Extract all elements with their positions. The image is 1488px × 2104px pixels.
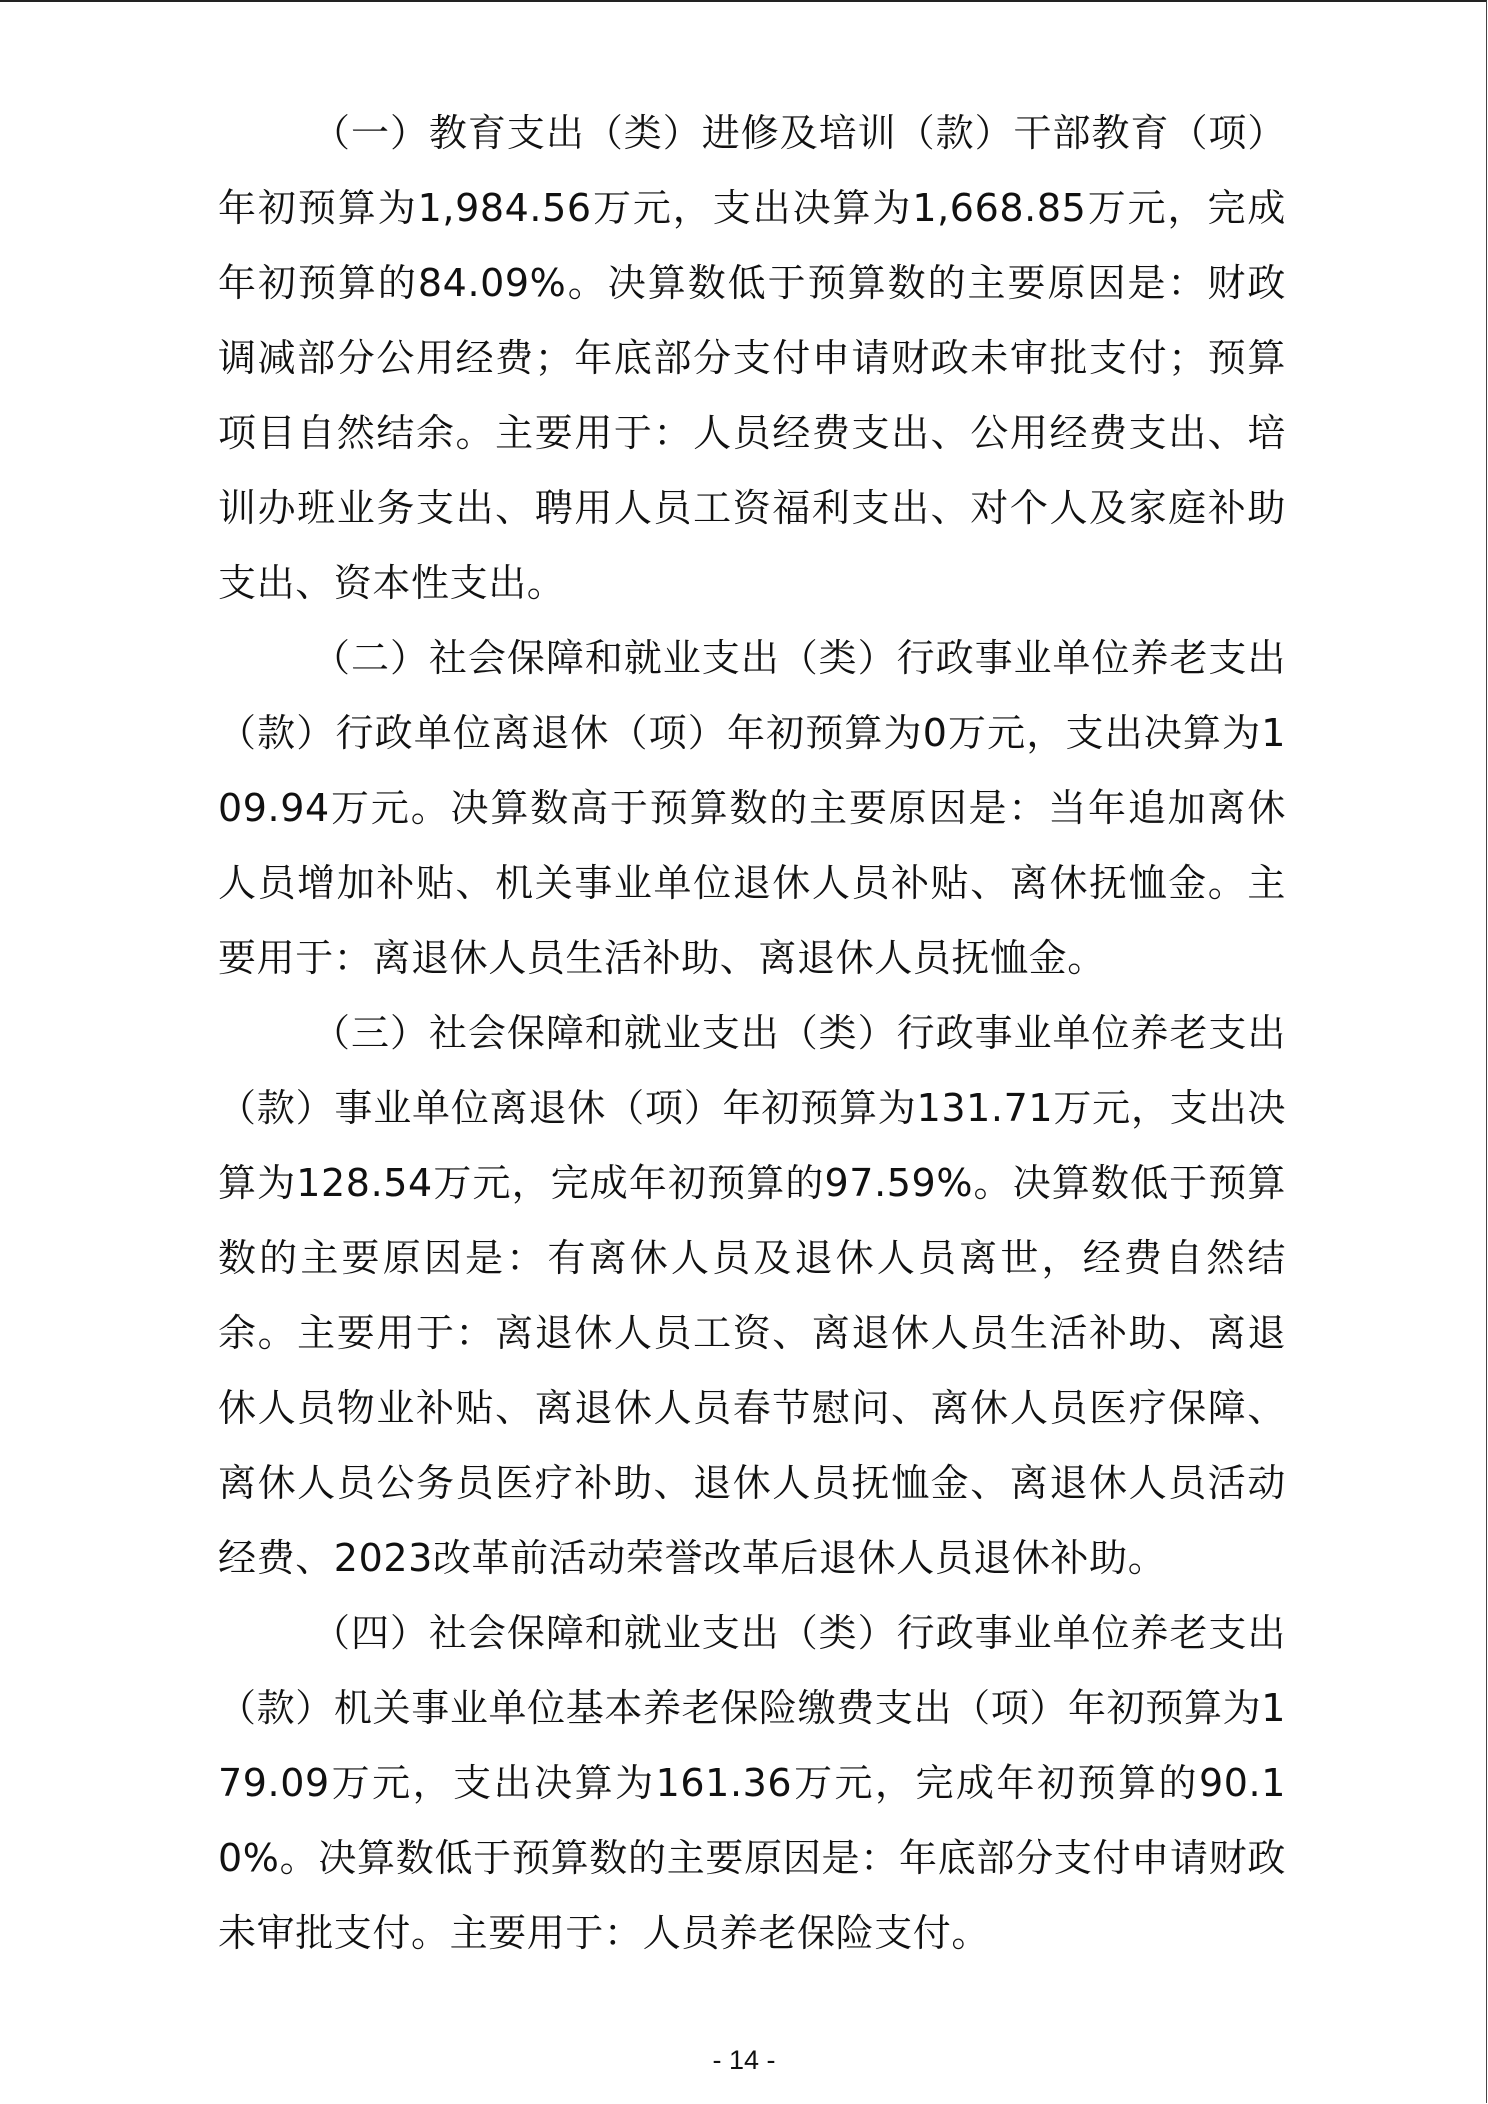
- page-number: - 14 -: [712, 2045, 776, 2075]
- paragraph-education-expenditure: （一）教育支出（类）进修及培训（款）干部教育（项）年初预算为1,984.56万元，支出决算为1,668.85万元，完成年初预算的84.09%。决算数低于预算数的主要原因是：财政调减部分公用经费；年底部分支付申请财政未审批支付；预算项目自然结余。主要用于：人员经费支出、公用经费支出、培训办班业务支出、聘用人员工资福利支出、对个人及家庭补助支出、资本性支出。: [218, 111, 1286, 605]
- paragraph-institution-retirement: （三）社会保障和就业支出（类）行政事业单位养老支出（款）事业单位离退休（项）年初预算为131.71万元，支出决算为128.54万元，完成年初预算的97.59%。决算数低于预算数的主要原因是：有离休人员及退休人员离世，经费自然结余。主要用于：离退休人员工资、离退休人员生活补助、离退休人员物业补贴、离退休人员春节慰问、离休人员医疗保障、离休人员公务员医疗补助、退休人员抚恤金、离退休人员活动经费、2023改革前活动荣誉改革后退休人员退休补助。: [218, 1011, 1286, 1580]
- document-body: [218, 96, 1286, 1971]
- paragraph-admin-retirement: （二）社会保障和就业支出（类）行政事业单位养老支出（款）行政单位离退休（项）年初预算为0万元，支出决算为109.94万元。决算数高于预算数的主要原因是：当年追加离休人员增加补贴、机关事业单位退休人员补贴、离休抚恤金。主要用于：离退休人员生活补助、离退休人员抚恤金。: [218, 636, 1286, 980]
- paragraph-pension-insurance: （四）社会保障和就业支出（类）行政事业单位养老支出（款）机关事业单位基本养老保险缴费支出（项）年初预算为179.09万元，支出决算为161.36万元，完成年初预算的90.10%。决算数低于预算数的主要原因是：年底部分支付申请财政未审批支付。主要用于：人员养老保险支付。: [218, 1611, 1286, 1955]
